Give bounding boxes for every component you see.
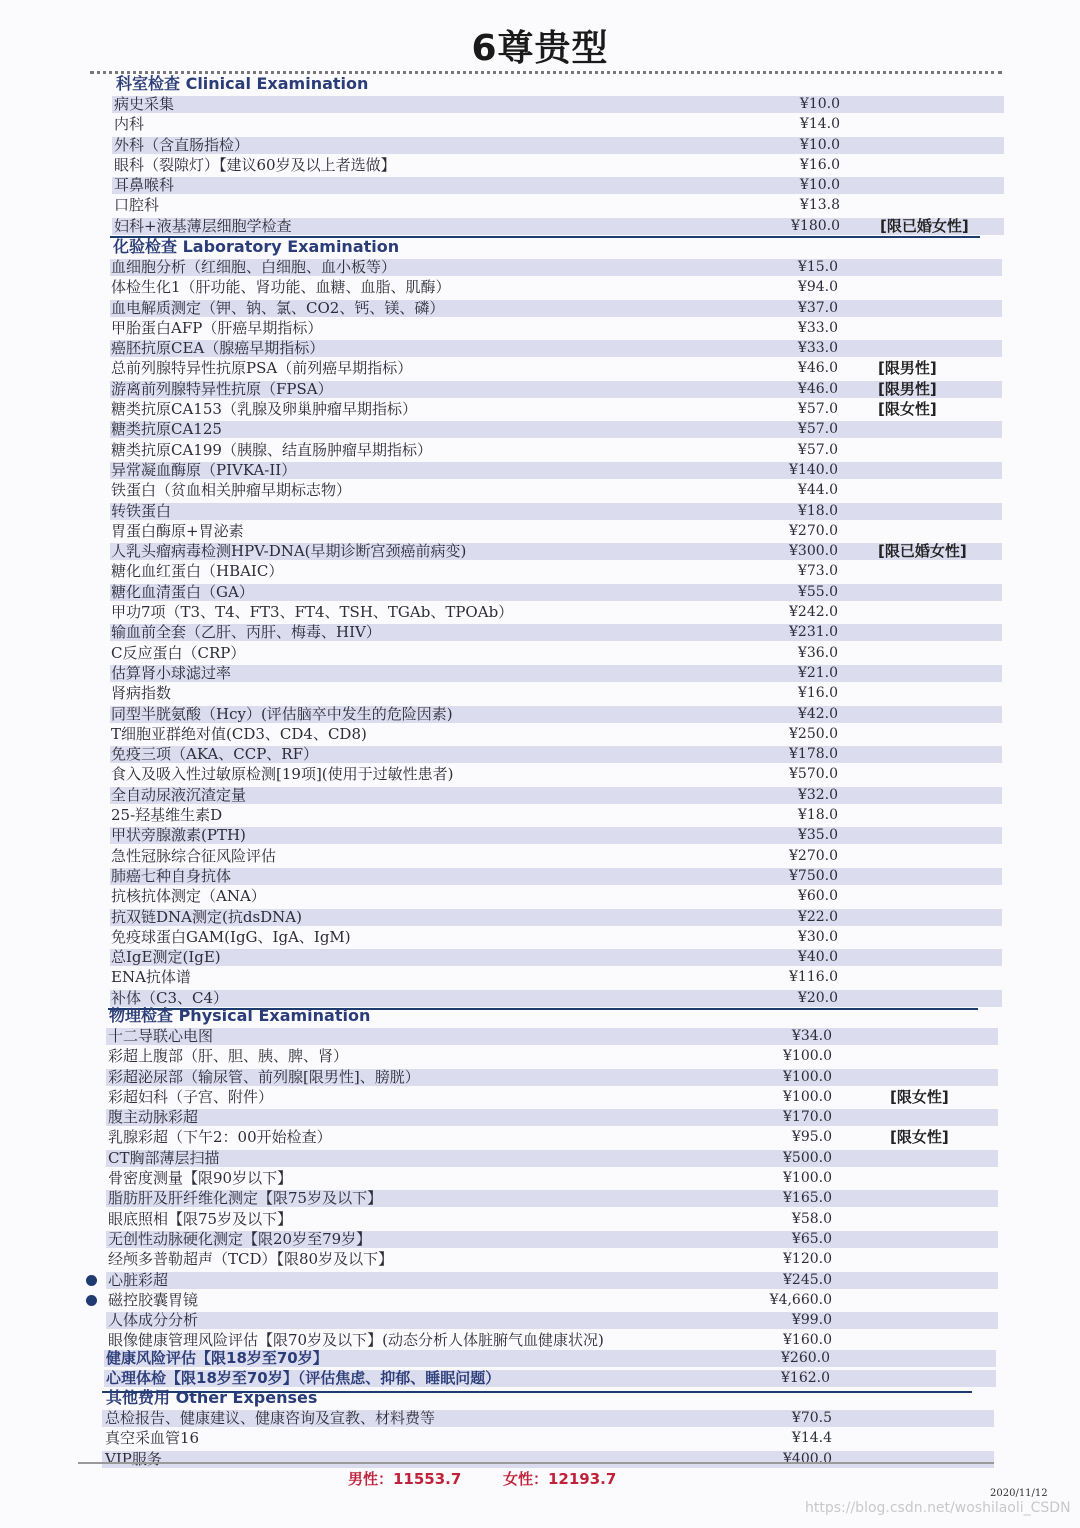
- item-row: [0, 1026, 1080, 1046]
- item-price: ¥162.0: [781, 1370, 830, 1387]
- item-name: 彩超上腹部（肝、胆、胰、脾、肾）: [108, 1047, 349, 1066]
- item-price: ¥570.0: [789, 766, 838, 783]
- item-price: ¥245.0: [783, 1271, 832, 1288]
- item-name: 癌胚抗原CEA（腺癌早期指标）: [111, 339, 325, 358]
- item-row: [0, 1209, 1080, 1229]
- row-band: [106, 1312, 998, 1329]
- item-price: ¥55.0: [797, 583, 838, 600]
- item-row: [0, 1168, 1080, 1188]
- item-row: [0, 927, 1080, 947]
- item-name: 人乳头瘤病毒检测HPV-DNA(早期诊断宫颈癌前病变): [111, 542, 467, 561]
- item-row: [0, 94, 1080, 114]
- item-name: 急性冠脉综合征风险评估: [111, 846, 277, 865]
- section-title: 其他费用 Other Expenses: [106, 1388, 318, 1407]
- item-price: ¥260.0: [781, 1350, 830, 1366]
- item-price: ¥70.5: [791, 1410, 832, 1426]
- item-price: ¥160.0: [783, 1332, 832, 1349]
- item-price: ¥16.0: [799, 156, 840, 173]
- item-row: [0, 1046, 1080, 1066]
- item-name: 无创性动脉硬化测定【限20岁至79岁】: [108, 1229, 372, 1248]
- item-name: 甲胎蛋白AFP（肝癌早期指标）: [111, 318, 323, 337]
- item-price: ¥57.0: [797, 441, 838, 458]
- item-name: 真空采血管16: [105, 1429, 200, 1448]
- item-row: [0, 1449, 1080, 1469]
- item-name: 肺癌七种自身抗体: [111, 866, 232, 885]
- item-price: ¥22.0: [797, 908, 838, 925]
- item-row: [0, 582, 1080, 602]
- item-price: ¥18.0: [797, 807, 838, 824]
- item-row: [0, 195, 1080, 215]
- item-price: ¥42.0: [797, 705, 838, 722]
- item-row: [0, 155, 1080, 175]
- item-name: 异常凝血酶原（PIVKA-II）: [111, 460, 297, 479]
- item-price: ¥65.0: [791, 1230, 832, 1247]
- row-band: [110, 503, 1002, 520]
- item-name: 铁蛋白（贫血相关肿瘤早期标志物）: [111, 481, 352, 500]
- item-price: ¥95.0: [791, 1129, 832, 1146]
- item-row: [0, 419, 1080, 439]
- row-band: [110, 665, 1002, 682]
- item-price: ¥57.0: [797, 401, 838, 418]
- item-name: 内科: [114, 115, 145, 134]
- item-name: 免疫三项（AKA、CCP、RF）: [111, 745, 319, 764]
- item-price: ¥58.0: [791, 1210, 832, 1227]
- item-row: [0, 460, 1080, 480]
- item-row: [0, 846, 1080, 866]
- item-price: ¥170.0: [783, 1109, 832, 1126]
- item-price: ¥300.0: [789, 543, 838, 560]
- bullet-dot-icon: [86, 1275, 97, 1286]
- item-name: 食入及吸入性过敏原检测[19项](使用于过敏性患者): [111, 765, 454, 784]
- restriction-note: [限女性]: [890, 1087, 949, 1106]
- item-price: ¥37.0: [797, 299, 838, 316]
- item-price: ¥231.0: [789, 624, 838, 641]
- item-name: 眼像健康管理风险评估【限70岁及以下】(动态分析人体脏腑气血健康状况): [108, 1331, 604, 1350]
- section-title: 科室检查 Clinical Examination: [116, 74, 369, 93]
- item-price: ¥73.0: [797, 563, 838, 580]
- item-price: ¥100.0: [783, 1170, 832, 1187]
- item-row: [0, 724, 1080, 744]
- item-row: [0, 663, 1080, 683]
- item-price: ¥400.0: [783, 1450, 832, 1467]
- item-row: [0, 358, 1080, 378]
- print-date: 2020/11/12: [990, 1488, 1048, 1499]
- item-name: 健康风险评估【限18岁至70岁】: [106, 1349, 328, 1367]
- item-name: 总IgE测定(IgE): [111, 948, 221, 967]
- item-name: 糖类抗原CA199（胰腺、结直肠肿瘤早期指标）: [111, 440, 432, 459]
- item-price: ¥100.0: [783, 1068, 832, 1085]
- item-price: ¥40.0: [797, 949, 838, 966]
- item-price: ¥60.0: [797, 888, 838, 905]
- item-price: ¥46.0: [797, 380, 838, 397]
- item-name: 抗核抗体测定（ANA）: [111, 887, 266, 906]
- bullet-dot-icon: [86, 1295, 97, 1306]
- item-row: [0, 947, 1080, 967]
- item-price: ¥33.0: [797, 319, 838, 336]
- item-row: [0, 399, 1080, 419]
- item-name: 磁控胶囊胃镜: [108, 1290, 199, 1309]
- restriction-note: [限男性]: [878, 359, 937, 378]
- item-name: 十二导联心电图: [108, 1027, 214, 1045]
- item-row: [0, 1428, 1080, 1448]
- section-other: [0, 1388, 1080, 1469]
- item-name: 血细胞分析（红细胞、白细胞、血小板等）: [111, 258, 397, 276]
- item-name: 外科（含直肠指检）: [114, 135, 250, 154]
- item-row: [0, 1107, 1080, 1127]
- item-row: [0, 135, 1080, 155]
- item-row: [0, 175, 1080, 195]
- item-row: [0, 480, 1080, 500]
- item-price: ¥20.0: [797, 989, 838, 1006]
- item-price: ¥178.0: [789, 746, 838, 763]
- item-name: 彩超妇科（子宫、附件）: [108, 1087, 274, 1106]
- item-row: [0, 440, 1080, 460]
- section-title: 化验检查 Laboratory Examination: [113, 237, 400, 256]
- section-special: [0, 1348, 1080, 1389]
- item-price: ¥270.0: [789, 522, 838, 539]
- item-name: 总检报告、健康建议、健康咨询及宣教、材料费等: [105, 1409, 436, 1427]
- item-price: ¥30.0: [797, 928, 838, 945]
- section-physical: [0, 1006, 1080, 1351]
- bottom-divider: [78, 1462, 994, 1464]
- item-price: ¥46.0: [797, 360, 838, 377]
- restriction-note: [限女性]: [890, 1128, 949, 1147]
- item-name: 估算肾小球滤过率: [111, 663, 232, 682]
- item-price: ¥21.0: [797, 664, 838, 681]
- item-price: ¥57.0: [797, 421, 838, 438]
- section-header: [0, 1006, 1080, 1026]
- restriction-note: [限已婚女性]: [878, 542, 967, 561]
- item-price: ¥14.0: [799, 116, 840, 133]
- item-row: [0, 1087, 1080, 1107]
- row-band: [106, 1272, 998, 1289]
- item-name: 口腔科: [114, 196, 160, 215]
- item-row: [0, 257, 1080, 277]
- item-name: CT胸部薄层扫描: [108, 1148, 220, 1167]
- item-name: 乳腺彩超（下午2：00开始检查）: [108, 1128, 332, 1147]
- item-price: ¥120.0: [783, 1251, 832, 1268]
- item-price: ¥10.0: [799, 177, 840, 194]
- item-name: 心理体检【限18岁至70岁】（评估焦虑、抑郁、睡眠问题）: [106, 1369, 501, 1388]
- item-name: 肾病指数: [111, 684, 172, 703]
- item-name: 胃蛋白酶原+胃泌素: [111, 521, 244, 540]
- item-row: [0, 602, 1080, 622]
- item-price: ¥10.0: [799, 136, 840, 153]
- item-price: ¥140.0: [789, 461, 838, 478]
- item-name: 总前列腺特异性抗原PSA（前列癌早期指标）: [111, 359, 413, 378]
- item-name: 彩超泌尿部（输尿管、前列腺[限男性]、膀胱）: [108, 1067, 420, 1086]
- item-price: ¥32.0: [797, 786, 838, 803]
- item-name: 免疫球蛋白GAM(IgG、IgA、IgM): [111, 927, 351, 946]
- row-band: [110, 421, 1002, 438]
- item-row: [0, 379, 1080, 399]
- item-row: [0, 643, 1080, 663]
- row-band: [102, 1451, 994, 1468]
- item-price: ¥165.0: [783, 1190, 832, 1207]
- item-name: 全自动尿液沉渣定量: [111, 785, 247, 804]
- item-row: [0, 1290, 1080, 1310]
- item-row: [0, 907, 1080, 927]
- item-name: 游离前列腺特异性抗原（FPSA）: [111, 379, 333, 398]
- item-price: ¥180.0: [791, 217, 840, 234]
- item-name: 脂肪肝及肝纤维化测定【限75岁及以下】: [108, 1189, 383, 1208]
- item-price: ¥242.0: [789, 604, 838, 621]
- item-row: [0, 683, 1080, 703]
- item-row: [0, 825, 1080, 845]
- item-name: 糖化血清蛋白（GA）: [111, 582, 254, 601]
- item-row: [0, 805, 1080, 825]
- item-row: [0, 501, 1080, 521]
- item-price: ¥500.0: [783, 1149, 832, 1166]
- item-row: [0, 216, 1080, 236]
- item-price: ¥100.0: [783, 1048, 832, 1065]
- item-row: [0, 521, 1080, 541]
- item-price: ¥36.0: [797, 644, 838, 661]
- section-header: [0, 237, 1080, 257]
- row-band: [110, 949, 1002, 966]
- item-name: 甲功7项（T3、T4、FT3、FT4、TSH、TGAb、TPOAb）: [111, 603, 514, 622]
- item-name: 糖化血红蛋白（HBAIC）: [111, 562, 284, 581]
- item-row: [0, 744, 1080, 764]
- item-name: 妇科+液基薄层细胞学检查: [114, 216, 292, 235]
- item-row: [0, 988, 1080, 1008]
- item-row: [0, 866, 1080, 886]
- item-name: 经颅多普勒超声（TCD）【限80岁及以下】: [108, 1250, 394, 1269]
- item-row: [0, 967, 1080, 987]
- item-price: ¥34.0: [791, 1028, 832, 1044]
- item-row: [0, 298, 1080, 318]
- item-row: [0, 1067, 1080, 1087]
- item-name: 心脏彩超: [108, 1270, 169, 1289]
- item-row: [0, 1270, 1080, 1290]
- item-row: [0, 785, 1080, 805]
- item-price: ¥16.0: [797, 685, 838, 702]
- item-name: 25-羟基维生素D: [111, 806, 223, 825]
- row-band: [106, 1028, 998, 1045]
- item-name: 甲状旁腺激素(PTH): [111, 826, 246, 845]
- item-row: [0, 1249, 1080, 1269]
- section-clinical: [0, 74, 1080, 236]
- item-name: 骨密度测量【限90岁以下】: [108, 1169, 293, 1188]
- item-row: [0, 764, 1080, 784]
- item-name: 转铁蛋白: [111, 501, 172, 520]
- page-title: 6尊贵型: [471, 28, 609, 69]
- item-price: ¥270.0: [789, 847, 838, 864]
- item-name: 输血前全套（乙肝、丙肝、梅毒、HIV）: [111, 623, 381, 642]
- item-price: ¥116.0: [789, 969, 838, 986]
- item-name: 耳鼻喉科: [114, 176, 175, 195]
- item-row: [0, 1229, 1080, 1249]
- row-band: [112, 177, 1004, 194]
- item-name: 血电解质测定（钾、钠、氯、CO2、钙、镁、磷）: [111, 298, 445, 317]
- item-row: [0, 318, 1080, 338]
- item-price: ¥33.0: [797, 340, 838, 357]
- row-band: [110, 990, 1002, 1007]
- item-price: ¥250.0: [789, 725, 838, 742]
- item-price: ¥35.0: [797, 827, 838, 844]
- item-name: 体检生化1（肝功能、肾功能、血糖、血脂、肌酶）: [111, 278, 451, 297]
- item-row: [0, 1188, 1080, 1208]
- section-title: 物理检查 Physical Examination: [109, 1006, 371, 1025]
- item-row: [0, 1127, 1080, 1147]
- item-row: [0, 1310, 1080, 1330]
- item-name: 眼科（裂隙灯）【建议60岁及以上者选做】: [114, 155, 396, 174]
- item-price: ¥750.0: [789, 867, 838, 884]
- restriction-note: [限男性]: [878, 379, 937, 398]
- item-name: T细胞亚群绝对值(CD3、CD4、CD8): [111, 724, 367, 743]
- watermark: https://blog.csdn.net/woshilaoli_CSDN: [805, 1500, 1071, 1516]
- item-price: ¥94.0: [797, 279, 838, 296]
- item-row: [0, 338, 1080, 358]
- restriction-note: [限已婚女性]: [880, 216, 969, 235]
- item-name: 补体（C3、C4）: [111, 988, 229, 1007]
- item-price: ¥99.0: [791, 1312, 832, 1329]
- item-row: [0, 704, 1080, 724]
- item-name: 病史采集: [114, 95, 175, 113]
- item-name: C反应蛋白（CRP）: [111, 643, 246, 662]
- row-band: [110, 868, 1002, 885]
- item-name: 抗双链DNA测定(抗dsDNA): [111, 907, 302, 926]
- item-price: ¥15.0: [797, 259, 838, 275]
- item-price: ¥14.4: [791, 1430, 832, 1447]
- item-row: [0, 1148, 1080, 1168]
- item-name: VIP服务: [105, 1449, 162, 1468]
- item-price: ¥100.0: [783, 1088, 832, 1105]
- item-price: ¥10.0: [799, 96, 840, 112]
- item-price: ¥44.0: [797, 482, 838, 499]
- item-row: [0, 1348, 1080, 1368]
- item-name: 眼底照相【限75岁及以下】: [108, 1209, 293, 1228]
- item-row: [0, 541, 1080, 561]
- row-band: [112, 96, 1004, 113]
- item-row: [0, 277, 1080, 297]
- section-header: [0, 1388, 1080, 1408]
- item-price: ¥4,660.0: [769, 1291, 832, 1308]
- item-row: [0, 114, 1080, 134]
- item-row: [0, 561, 1080, 581]
- item-name: ENA抗体谱: [111, 968, 191, 987]
- item-row: [0, 622, 1080, 642]
- row-band: [106, 1109, 998, 1126]
- item-row: [0, 886, 1080, 906]
- item-price: ¥18.0: [797, 502, 838, 519]
- section-header: [0, 74, 1080, 94]
- item-name: 腹主动脉彩超: [108, 1108, 199, 1127]
- item-row: [0, 1408, 1080, 1428]
- item-price: ¥13.8: [799, 197, 840, 214]
- female-total: 女性：12193.7: [503, 1470, 617, 1488]
- item-row: [0, 1368, 1080, 1388]
- item-name: 糖类抗原CA153（乳腺及卵巢肿瘤早期指标）: [111, 400, 417, 419]
- item-name: 人体成分分析: [108, 1311, 199, 1330]
- item-name: 同型半胱氨酸（Hcy）(评估脑卒中发生的危险因素): [111, 704, 453, 723]
- row-band: [106, 1150, 998, 1167]
- section-lab: [0, 237, 1080, 1008]
- male-total: 男性：11553.7: [348, 1470, 462, 1488]
- restriction-note: [限女性]: [878, 400, 937, 419]
- item-name: 糖类抗原CA125: [111, 420, 222, 439]
